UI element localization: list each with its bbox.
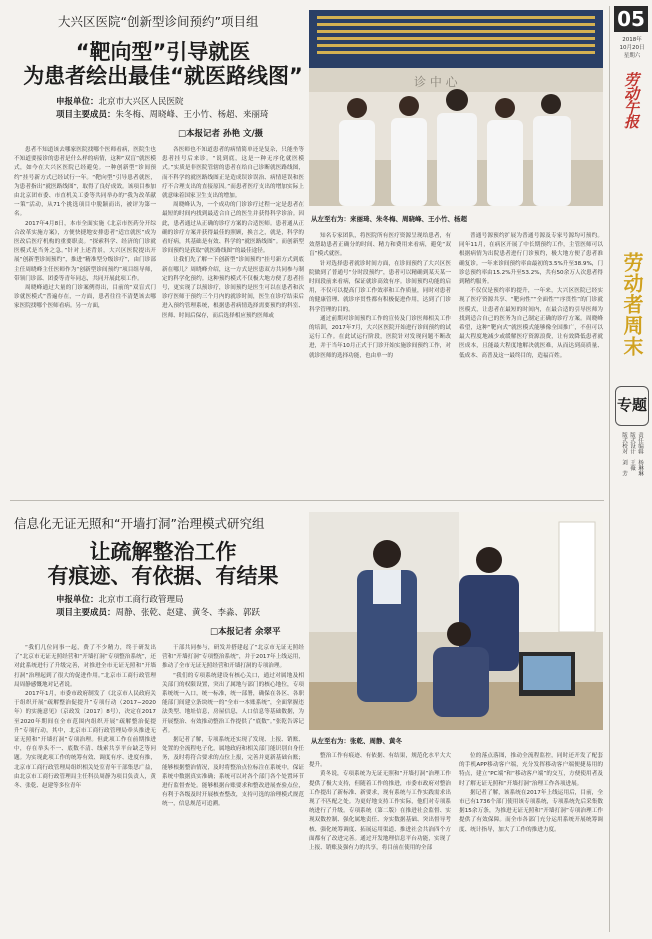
article2-col1-para-1: “我们几位同事一起，费了不少精力，终于研发出了“北京市无证无照经营和“开墙打洞”专项整治系统”，还对此系统进行了升级完善，对推进全市无证无照和“开墙打洞”治理起到了很大的促进作用。”北京市工商行政管理局周静感慨地对记者说。 xyxy=(14,645,156,688)
article2-col4-para-1: 位的落点落图，推动全流程监控，同时还开发了配套的手机APP移动客户端，充分发挥移动客户端便捷易用的特点，建立“PC端”和“移动客户端”的交互，方便使用者及时了解无证无照和“开墙打洞”治理工作各项进展。 xyxy=(459,753,603,787)
article2-photo xyxy=(309,512,603,730)
article1-members-row xyxy=(56,109,269,122)
article2-reporter: □本报记者 余翠平 xyxy=(210,627,281,637)
article2-title xyxy=(14,540,312,588)
article2-applicant-row xyxy=(56,594,260,607)
article2-photo-caption: 从左至右为：张乾、周静、黄冬 xyxy=(311,737,402,745)
masthead-logo: 劳动午报 xyxy=(622,72,640,128)
article2-column-2 xyxy=(162,644,304,934)
article1-col1-para-1: 患者不知道该去哪家医院找哪个医师看病，医院生也不知道要接诊的患者是什么样的病情，这种“双盲”就医模式，如今在大兴区医院已经避免。一种创新型“诊间预约”挂号新方式已经试行一年。“靶向型”引导患者就医，为患者指出“就医路线图”，取得了良好成效。该项目参加由北京团市委、市直机关工委等共同举办的“我为改革献一策”活动，从71个挑选项目中脱颖而出，被评为第一名。 xyxy=(14,147,156,218)
article1-kicker: 大兴区医院“创新型诊间预约”项目组 xyxy=(58,14,259,29)
article2-title-line2: 有痕迹、有依据、有结果 xyxy=(47,564,279,588)
topic-badge xyxy=(615,386,649,426)
article2-col3-para-1: 整治工作有痕迹、有依据、有结果，规范化水平大大提升。 xyxy=(309,753,451,769)
article1-title xyxy=(14,40,312,88)
article1-applicant: 北京市大兴区人民医院 xyxy=(98,97,184,107)
article2-title-line1: 让疏解整治工作 xyxy=(89,540,237,564)
article1-col2-para-1: 各医师也不知道患者的病情简单还是复杂，只能坐等患者挂号后来诊。“说到底，这是一种无序化就医模式。”实质是非医院管辖的患者在给自己诊断就医路线图，而不科学的就医路线图正是造成误诊误治、病情延误和医疗不合理支出的直接原因。”而患者医疗支出的增加实际上就意味着国家卫生支出的增加。 xyxy=(162,147,304,200)
article1-photo-caption: 从左至右为：来丽琦、朱冬梅、周晓峰、王小竹、杨超 xyxy=(311,215,467,223)
issue-weekday: 星期六 xyxy=(623,53,641,59)
editor-credit-1: 责任编辑 杨琳琳 xyxy=(637,432,643,476)
article1-col4-para-2: 不仅仅是预约率的提升，一年来，大兴区医院已经实现了医疗资源共享、“靶向性”“全面性”“序贯性”的门诊就医模式，让患者在最短的时间内，在最合适的引导医师为找到适合自己的医务为自己制定正确的诊疗方案。周晓峰希望，这种“靶向式”就医模式能够像全国推广，不但可以最大程度地减少或缓解医疗资源浪费，让有效降低患者就医成本，且能最大程度地解决就医难，从而达到高质量、低成本、高普及这一最终目的，造福百姓。 xyxy=(459,288,603,359)
topic-label: 专题 xyxy=(616,396,647,414)
article2-column-4 xyxy=(459,752,603,934)
sidebar xyxy=(612,0,652,939)
article2-column-1 xyxy=(14,644,156,934)
article1-applicant-row xyxy=(56,96,269,109)
article2-members-label: 项目主要成员： xyxy=(56,608,116,618)
article1-reporter: □本报记者 孙艳 文/摄 xyxy=(178,129,264,139)
issue-date xyxy=(612,36,652,60)
editor-credit-3: 版式校对 刘 芳 xyxy=(621,432,627,476)
article1-members: 朱冬梅、周晓峰、王小竹、杨超、来丽琦 xyxy=(115,110,269,120)
article-divider xyxy=(10,500,604,501)
sidebar-divider xyxy=(609,6,610,932)
article2-kicker: 信息化无证无照和“开墙打洞”治理模式研究组 xyxy=(14,516,265,531)
article2-col1-para-2: 2017年1月，市委市政府制发了《北京市人民政府关于组织开展“疏解整治促提升”专项行动（2017−2020年）的实施意见》（京政发〔2017〕8号），决定在2017至2020年期间在全市范围内组织开展“疏解整治促提升”专项行动，其中，北京市工商行政管理局牵头推进无证无照和“开墙打洞”专项治理。但此项工作在前期推进中，存在举头不一、底数不清、线索共享平台缺乏等问题。为实现此项工作的统筹有效、调度有序、进度有推，北京市工商行政管理局组织相关处室青年干部集思广益，由北京市工商行政管理局主任科员周静为项目负责人，黄冬、张乾、赵建等多位青年 xyxy=(14,691,156,790)
article1-col1-para-3: 周晓峰通过大量的门诊案例得出，目前的“双盲式门诊就医模式”普遍存在，一方面，患者往往不清楚该去哪家医院找哪个医师看病。另一方面， xyxy=(14,285,156,310)
article1-applicant-label: 申报单位： xyxy=(56,97,99,107)
article2-members: 周静、张乾、赵建、黄冬、李淼、郭跃 xyxy=(115,608,261,618)
article1-col1-para-2: 2017年4月8日，本市全面实施《北京市医药分开综合改革实施方案》，方便快捷地安排患者“适宜就医”成为医改后医疗机构的重要职责。“探索科学、经济的门诊就医模式是当务之急。”针对上述背景，大兴区医院提出开展“创新型诊间预约”，推进“精准型分级诊疗”，由门诊部主任周晓峰主任医师作为“创新型诊间预约”项目组导师，带领门诊部、团委等青年同志，共同开展此项工作。 xyxy=(14,220,156,282)
article1-col3-para-3: 通过前期对诊间预约工作的宣传及门诊医师相关工作的培训，2017年7月，大兴区医院开始进行诊间预约的试运行工作。在此试运行阶段，医院针对发现问题不断改进，并于当年10月正式于门诊开始实施诊间预约工作，对就诊医师的选择功能，也由单一的 xyxy=(309,315,451,359)
section-name: 劳动者周末 xyxy=(620,252,644,357)
article2-applicant: 北京市工商行政管理局 xyxy=(98,595,184,605)
article2-col3-para-2: 黄冬说，专项系统为无证无照和“开墙打洞”治理工作提供了极大支持，但随着工作的推进，市委市政府对整治工作提出了新标准、新要求，现有系统与工作实践需求出现了不匹配之处。为更好地支持工作实际，他们对专项系统进行了升级。专项系统（第二版）在推进社会监督、实现双数控制、强化属地责任、夯实数据基础、突出督导考核、强化统筹调度、拓展运用渠道、推进社会共治四个方面都有了改进完善。通过开发地理信息平台功能，实现了上报、销账及强有力的共享，将目前在使用的全部 xyxy=(309,771,451,852)
issue-date-year: 2018年 xyxy=(622,37,642,43)
article1-members-label: 项目主要成员： xyxy=(56,110,116,120)
article1-column-1 xyxy=(14,146,156,492)
article2-col2-para-2: “我们的专项系统建设有核心关口，通过对属地及相关部门的权限设置，突出了属地与部门的核心地位，专项系统统一入口，统一标准，统一部署，确保在各区、各职能部门间建立条块统一的“全市一本账系统”，全面掌握违法类型、地址信息，房屋信息，人口信息等基础数据，为开展整治、有效推动整治工作提供了“底数”。”张乾告诉记者。 xyxy=(162,672,304,734)
article1-col3-para-2: 针对选择患者就诊时间方面，在诊间预约了大兴区医院做到了普通号“分时段预约”，患者可以精确到某天某一时间段前来看病，保证就诊高效有序。诊间预约功能的启用，不仅可以提高门诊工作效率和工作质量，同时对患者的健康管理、就诊序贯性都有积极促进作用，达到了门诊科学管理的目的。 xyxy=(309,260,451,313)
article1-title-line2: 为患者绘出最佳“就医路线图” xyxy=(23,64,303,88)
article1-photo xyxy=(309,10,603,206)
article2-meta xyxy=(56,594,260,620)
article1-column-3 xyxy=(309,232,451,492)
article1-col3-para-1: 知名专家团队，将医院所有医疗资源呈现给患者，有效帮助患者正确分的时间、精力和费用来看病，避免“双盲”模式就医。 xyxy=(309,233,451,258)
article2-col4-para-2: 据记者了解，该系统在2017年上线运用后，目前，全市已有1736个部门使用该专项系统，专项系统先后采集数据15余万条，为推进无证无照和“开墙打洞”专项治理工作提供了有效保障。而全市各部门充分运用系统开展统筹调度、统计指导，加大了工作的推进力度。 xyxy=(459,789,603,833)
article1-title-line1: “靶向型”引导就医 xyxy=(75,40,251,64)
article2-col2-para-3: 据记者了解，专项系统还实现了发现、上报、销账、处置的全流程电子化，属地政府和相关部门能识别自身任务，及时将符合要求的点位上报，完善并更新基础台账；能够根据整治情况，及时将整治点位标注在系统中，保证系统中数据真实准确；系统可以对各个部门各个处置环节进行监督查处。能够根据台账要求和整改进展查验点位，有利于各级及时开展核查整改，支持可选的治理模式规范统一，信息规范可追溯。 xyxy=(162,737,304,808)
editor-credits xyxy=(620,432,644,512)
editor-credit-2: 版式设计 王薇 xyxy=(629,432,635,471)
article2-column-3 xyxy=(309,752,451,934)
article1-col4-para-1: 普通号源预约扩展为普通号源及专家号源均可预约。同年11月，在病区开展了中长期预约工作，主管医师可以根据病情为出院患者进行门诊预约，极大地方便了患者准确复诊。一年来诊间预约率由最初的3.5%升至38.9%，门诊总预约率由15.2%升至53.2%，共有50余万人次患者得到精约服务。 xyxy=(459,233,603,286)
svg-text:诊 中 心: 诊 中 心 xyxy=(414,75,458,89)
article1-col2-para-3: 让我们先了解一下创新型“诊间预约”挂号新方式到底新在哪儿？周晓峰介绍，这一方式是医患双方共同参与制定的科学化预约。这种预约模式不仅极大地方便了患者挂号，更实现了以预诊疗，诊间预约是医生可以在患者和次诊疗医师于预约三个月内的就诊时间，医生在诊疗结束后进入预约管理系统，根据患者病情选择需要预约的科室、医师、时间后保存，而后选择相应预约医师或 xyxy=(162,257,304,319)
article1-meta xyxy=(56,96,269,122)
article1-col2-para-2: 周晓峰认为，一个成功的门诊诊疗过程一定是患者在最短的时间内找到最适合自己的医生并获得科学诊治。因此，患者通过从正确的诊疗方案的合适医师。患者通从正确的诊疗方案并获得最佳的照顾，换言之，就是，科学的看好病，其基础是有效、科学的“就医路线图”。而创新型诊间预约是获取“就医路线图”的最佳途径。 xyxy=(162,202,304,255)
article2-col2-para-1: 干部共同参与，研发并搭建起了“北京市无证无照经营和“开墙打洞”专项整治系统”，并于2017年上线运用，推动了全市无证无照经营和开墙打洞的专项治理。 xyxy=(162,645,304,670)
article1-column-2 xyxy=(162,146,304,492)
page-number: 05 xyxy=(614,6,648,32)
article2-members-row xyxy=(56,607,260,620)
article2-applicant-label: 申报单位： xyxy=(56,595,99,605)
article1-column-4 xyxy=(459,232,603,492)
issue-date-day: 10月20日 xyxy=(619,45,645,51)
